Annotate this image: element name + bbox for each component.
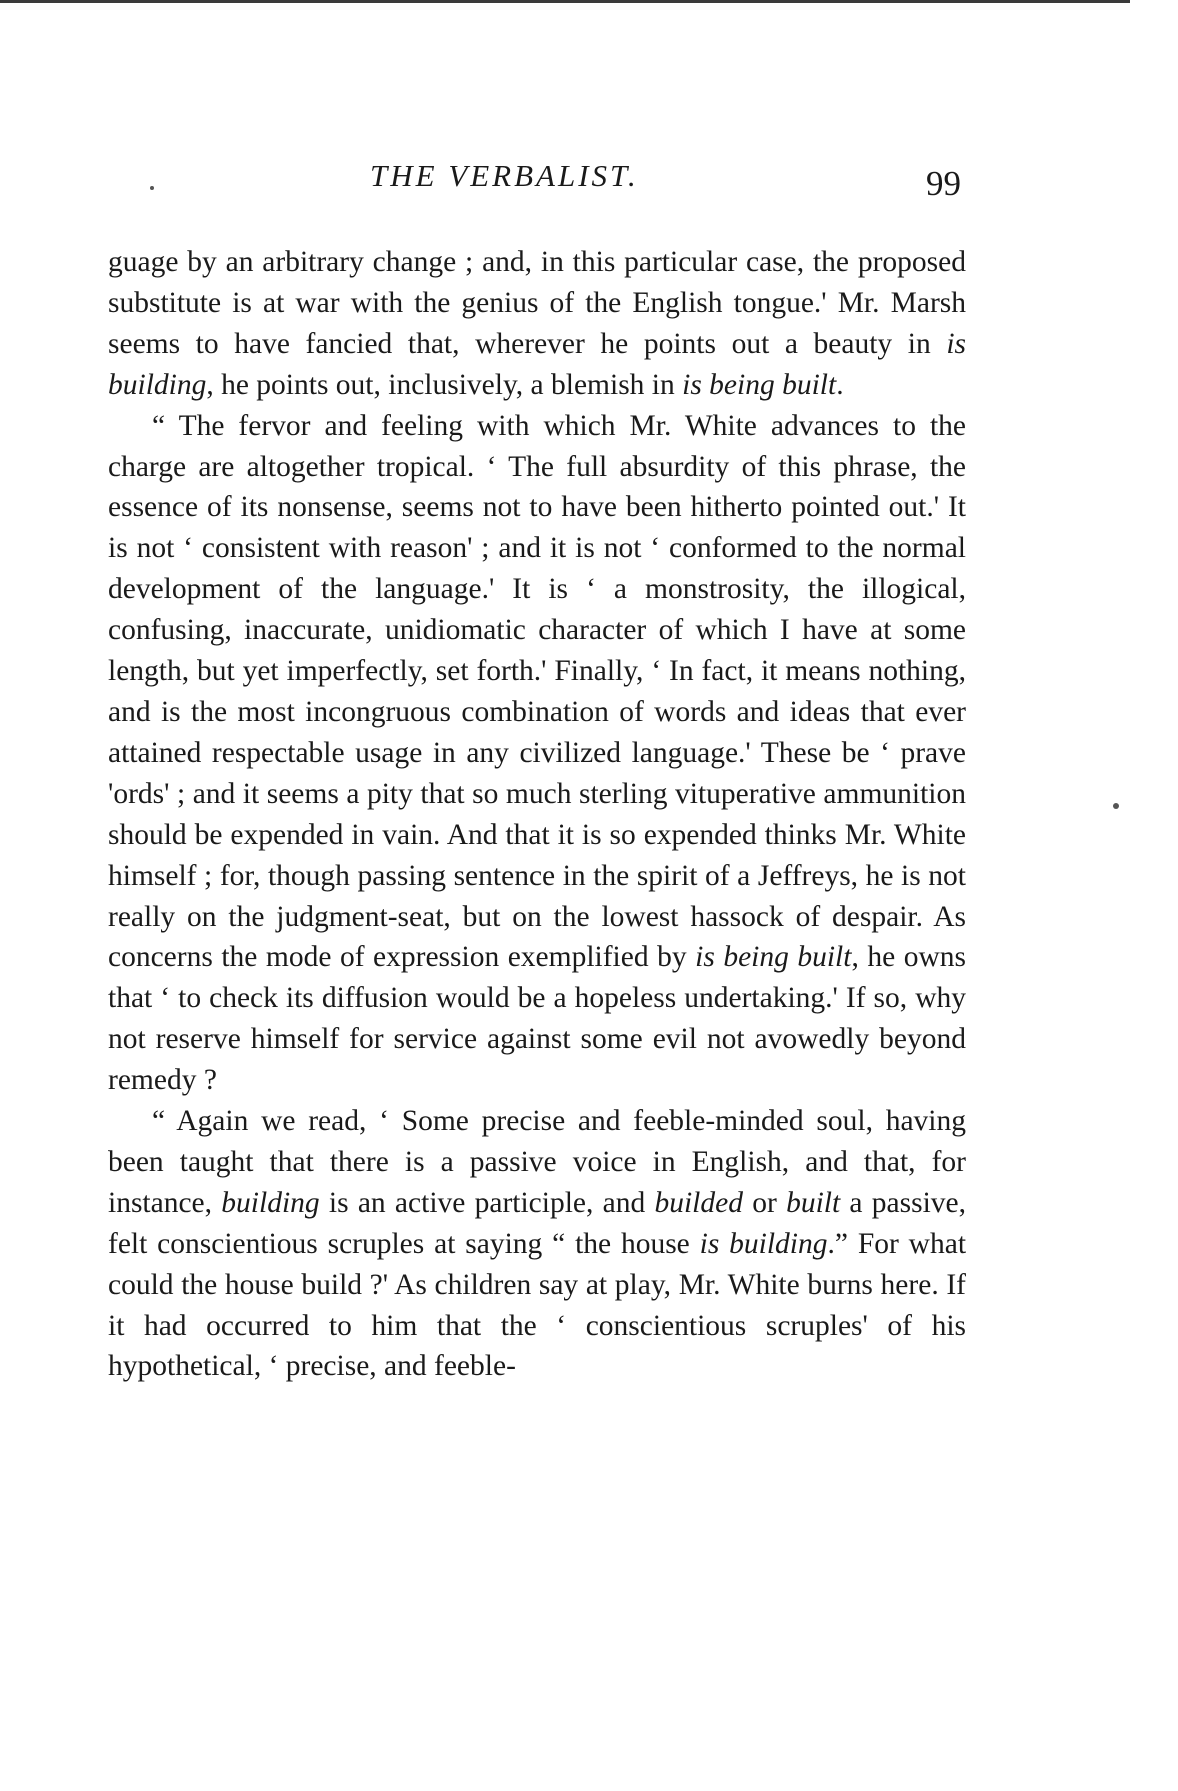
text-run: is an active participle, and (319, 1186, 655, 1219)
italic-run: is building (699, 1227, 828, 1260)
paragraph (108, 1101, 966, 1387)
text-run: or (742, 1186, 787, 1219)
print-speck (150, 186, 154, 190)
paragraph (108, 242, 966, 406)
text-run: “ Again we read, ‘ Some precise and feeble-minded soul, having been taught that there is a passive voice in English, and that, for instance, (108, 1105, 966, 1219)
text-run: , he owns that ‘ to check its diffusion would be a hopeless undertaking.' If so, why not reserve himself for service against some evil not avowedly beyond remedy ? (108, 941, 966, 1097)
italic-run: is being built (695, 941, 852, 974)
text-run: . (836, 368, 844, 401)
italic-run: building (221, 1186, 320, 1219)
text-run: a passive, felt conscientious scruples at saying “ the house (108, 1186, 966, 1260)
print-speck (1113, 803, 1119, 809)
text-run: “ The fervor and feeling with which Mr. White advances to the charge are altogether tropical. ‘ The full absurdity of this phrase, the essence of its nonsense, seems not to have been hitherto pointed out.' It is not ‘ consistent with reason' ; and it is not ‘ conformed to the normal development of the language.' It is ‘ a monstrosity, the illogical, confusing, inaccurate, unidiomatic character of which I have at some length, but yet imperfectly, set forth.' Finally, ‘ In fact, it means nothing, and is the most incongruous combination of words and ideas that ever attained respectable usage in any civilized language.' These be ‘ prave 'ords' ; and it seems a pity that so much sterling vituperative ammunition should be expended in vain. And that it is so expended thinks Mr. White himself ; for, though passing sentence in the spirit of a Jeffreys, he is not really on the judgment-seat, but on the lowest hassock of despair. As concerns the mode of expression exemplified by (108, 409, 966, 974)
text-run: , he points out, inclusively, a blemish in (206, 368, 683, 401)
body-text (108, 242, 966, 1387)
paragraph (108, 406, 966, 1101)
running-title: THE VERBALIST. (370, 158, 639, 193)
top-edge-rule (0, 0, 1130, 3)
text-run: .” For what could the house build ?' As children say at play, Mr. White burns here. If it had occurred to him that the ‘ conscientious scruples' of his hypothetical, ‘ precise, and feeble- (108, 1227, 967, 1383)
italic-run: is building (108, 327, 966, 401)
page-header (0, 158, 1178, 208)
page-number: 99 (926, 164, 961, 203)
italic-run: built (786, 1186, 841, 1219)
text-run: guage by an arbitrary change ; and, in this particular case, the proposed substitute is at war with the genius of the English tongue.' Mr. Marsh seems to have fancied that, wherever he points out a beauty in (108, 246, 966, 360)
italic-run: builded (654, 1186, 743, 1219)
italic-run: is being built (682, 368, 837, 401)
